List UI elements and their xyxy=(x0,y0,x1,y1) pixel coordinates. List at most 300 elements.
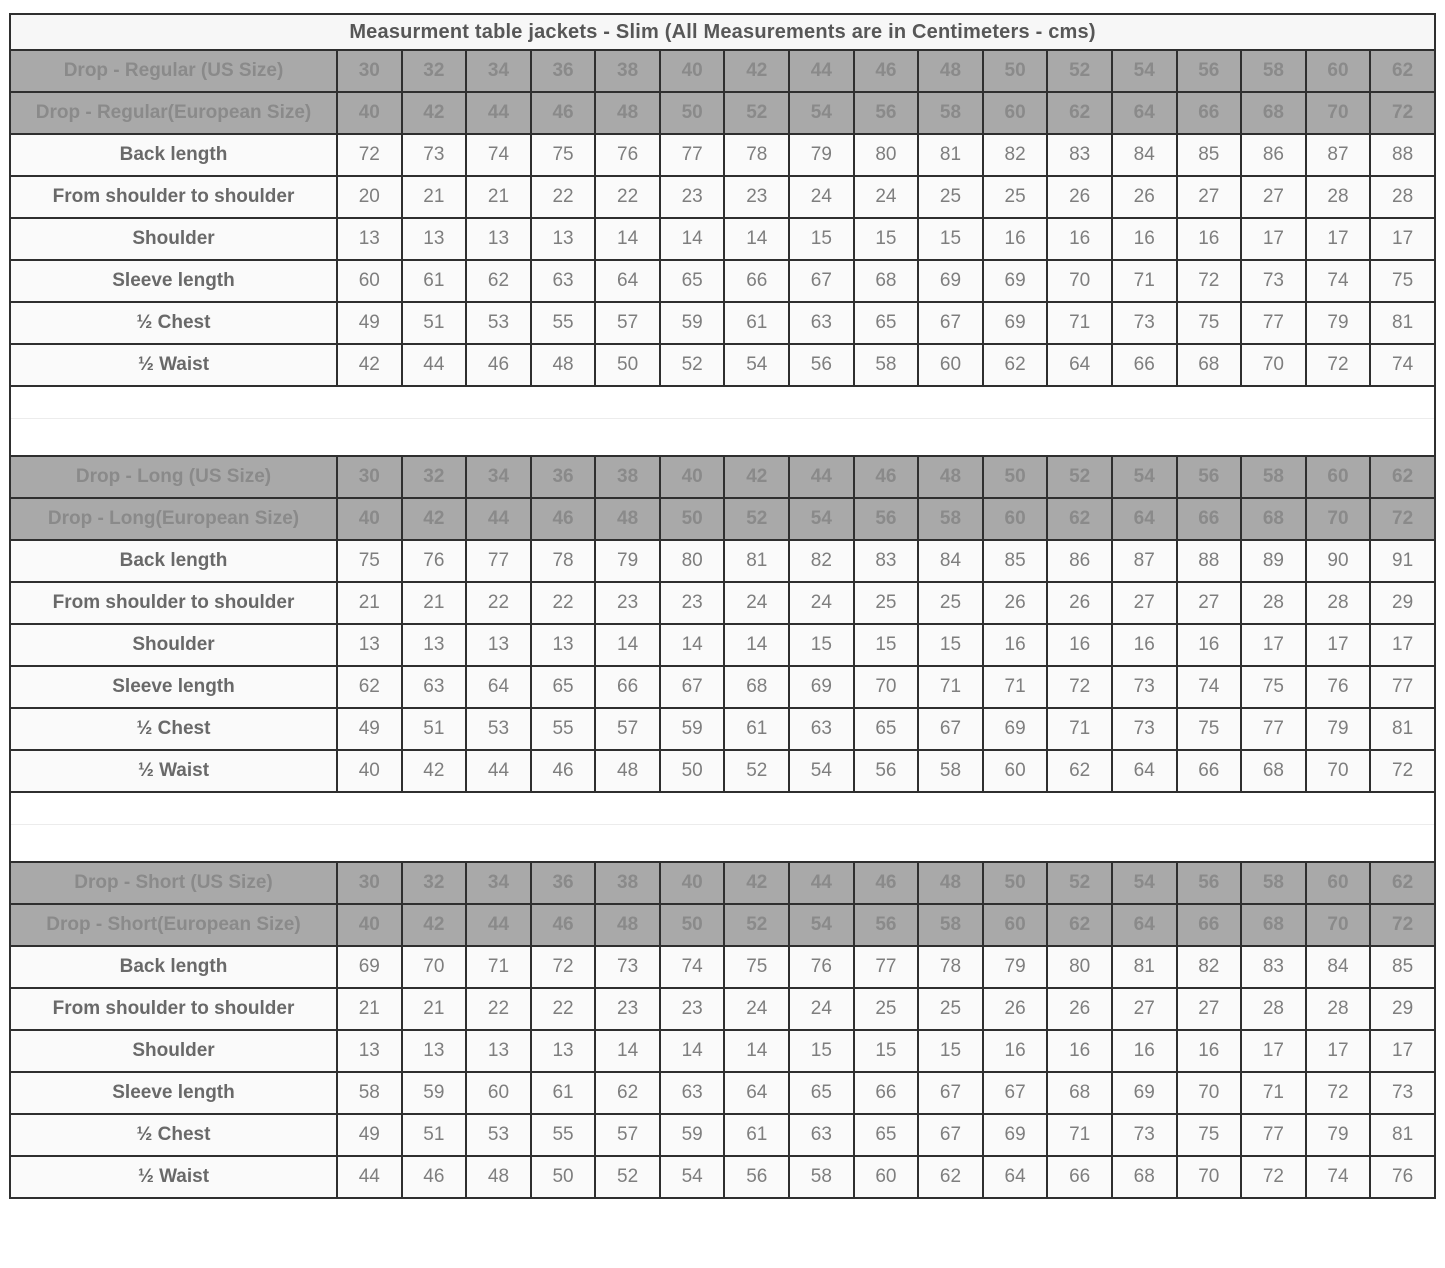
measurement-cell: 75 xyxy=(1370,260,1435,302)
measurement-cell: 85 xyxy=(1177,134,1242,176)
size-header-cell: 56 xyxy=(854,498,919,540)
measurement-cell: 16 xyxy=(1177,624,1242,666)
measurement-cell: 78 xyxy=(724,134,789,176)
size-header-cell: 36 xyxy=(531,456,596,498)
measurement-cell: 73 xyxy=(595,946,660,988)
measurement-cell: 79 xyxy=(789,134,854,176)
measurement-cell: 89 xyxy=(1241,540,1306,582)
size-header-cell: 46 xyxy=(854,456,919,498)
measurement-cell: 68 xyxy=(1241,750,1306,792)
measurement-cell: 84 xyxy=(918,540,983,582)
size-header-cell: 40 xyxy=(337,904,402,946)
measurement-cell: 23 xyxy=(595,582,660,624)
size-header-cell: 52 xyxy=(1047,456,1112,498)
measurement-cell: 73 xyxy=(1112,666,1177,708)
size-header-row xyxy=(10,456,1435,498)
measurement-cell: 72 xyxy=(1047,666,1112,708)
size-header-cell: 46 xyxy=(854,50,919,92)
measurement-row xyxy=(10,176,1435,218)
measurement-cell: 76 xyxy=(595,134,660,176)
measurement-cell: 72 xyxy=(1306,344,1371,386)
size-header-cell: 46 xyxy=(531,498,596,540)
measurement-cell: 28 xyxy=(1306,582,1371,624)
measurement-cell: 69 xyxy=(983,260,1048,302)
measurement-cell: 69 xyxy=(983,302,1048,344)
measurement-cell: 77 xyxy=(854,946,919,988)
size-header-row xyxy=(10,862,1435,904)
measurement-cell: 52 xyxy=(595,1156,660,1198)
size-header-cell: 30 xyxy=(337,862,402,904)
measurement-row xyxy=(10,218,1435,260)
measurement-cell: 64 xyxy=(724,1072,789,1114)
measurement-cell: 82 xyxy=(983,134,1048,176)
measurement-cell: 76 xyxy=(789,946,854,988)
measurement-cell: 26 xyxy=(983,582,1048,624)
measurement-row xyxy=(10,988,1435,1030)
measurement-cell: 71 xyxy=(983,666,1048,708)
measurement-label: From shoulder to shoulder xyxy=(10,582,337,624)
size-header-cell: 56 xyxy=(1177,456,1242,498)
measurement-cell: 26 xyxy=(983,988,1048,1030)
measurement-cell: 15 xyxy=(854,1030,919,1072)
measurement-cell: 81 xyxy=(1370,302,1435,344)
size-header-cell: 44 xyxy=(789,50,854,92)
measurement-cell: 15 xyxy=(789,1030,854,1072)
measurement-label: ½ Waist xyxy=(10,344,337,386)
measurement-cell: 79 xyxy=(1306,302,1371,344)
measurement-cell: 77 xyxy=(1370,666,1435,708)
size-header-cell: 60 xyxy=(1306,862,1371,904)
measurement-cell: 79 xyxy=(1306,1114,1371,1156)
measurement-cell: 70 xyxy=(1306,750,1371,792)
measurement-cell: 27 xyxy=(1177,176,1242,218)
measurement-cell: 67 xyxy=(918,1072,983,1114)
measurement-cell: 25 xyxy=(854,988,919,1030)
size-header-cell: 42 xyxy=(402,904,467,946)
measurement-cell: 24 xyxy=(789,176,854,218)
measurement-cell: 46 xyxy=(466,344,531,386)
measurement-cell: 82 xyxy=(789,540,854,582)
measurement-cell: 68 xyxy=(1112,1156,1177,1198)
measurement-cell: 65 xyxy=(660,260,725,302)
measurement-cell: 17 xyxy=(1306,624,1371,666)
measurement-row xyxy=(10,624,1435,666)
measurement-cell: 14 xyxy=(660,1030,725,1072)
measurement-cell: 62 xyxy=(595,1072,660,1114)
table-title: Measurment table jackets - Slim (All Measurements are in Centimeters - cms) xyxy=(10,14,1435,50)
measurement-cell: 16 xyxy=(1047,1030,1112,1072)
size-header-cell: 32 xyxy=(402,456,467,498)
measurement-row xyxy=(10,666,1435,708)
measurement-cell: 69 xyxy=(1112,1072,1177,1114)
size-header-cell: 52 xyxy=(1047,50,1112,92)
measurement-cell: 23 xyxy=(595,988,660,1030)
size-header-cell: 68 xyxy=(1241,904,1306,946)
measurement-cell: 40 xyxy=(337,750,402,792)
measurement-cell: 73 xyxy=(402,134,467,176)
measurement-label: Sleeve length xyxy=(10,666,337,708)
measurement-cell: 13 xyxy=(466,218,531,260)
measurement-cell: 61 xyxy=(724,1114,789,1156)
measurement-cell: 58 xyxy=(337,1072,402,1114)
measurement-cell: 53 xyxy=(466,708,531,750)
measurement-cell: 56 xyxy=(724,1156,789,1198)
measurement-cell: 68 xyxy=(1177,344,1242,386)
measurement-cell: 75 xyxy=(1177,1114,1242,1156)
measurement-cell: 21 xyxy=(337,988,402,1030)
measurement-cell: 51 xyxy=(402,708,467,750)
measurement-cell: 49 xyxy=(337,1114,402,1156)
measurement-cell: 60 xyxy=(983,750,1048,792)
measurement-cell: 62 xyxy=(983,344,1048,386)
size-header-cell: 48 xyxy=(918,456,983,498)
measurement-cell: 59 xyxy=(660,708,725,750)
measurement-cell: 83 xyxy=(1241,946,1306,988)
measurement-row xyxy=(10,540,1435,582)
size-header-cell: 42 xyxy=(724,862,789,904)
measurement-label: ½ Chest xyxy=(10,1114,337,1156)
measurement-cell: 50 xyxy=(595,344,660,386)
measurement-cell: 16 xyxy=(1112,624,1177,666)
measurement-cell: 78 xyxy=(918,946,983,988)
measurement-cell: 24 xyxy=(789,988,854,1030)
measurement-cell: 63 xyxy=(789,1114,854,1156)
size-header-label: Drop - Regular (US Size) xyxy=(10,50,337,92)
section-spacer-row xyxy=(10,418,1435,456)
measurement-cell: 71 xyxy=(918,666,983,708)
measurement-cell: 25 xyxy=(918,988,983,1030)
size-header-cell: 34 xyxy=(466,456,531,498)
measurement-cell: 74 xyxy=(466,134,531,176)
measurement-row xyxy=(10,582,1435,624)
measurement-cell: 85 xyxy=(983,540,1048,582)
measurement-cell: 81 xyxy=(1370,1114,1435,1156)
measurement-cell: 71 xyxy=(1241,1072,1306,1114)
measurement-cell: 72 xyxy=(1241,1156,1306,1198)
measurement-row xyxy=(10,708,1435,750)
measurement-label: Sleeve length xyxy=(10,260,337,302)
size-header-cell: 54 xyxy=(1112,456,1177,498)
measurement-cell: 64 xyxy=(595,260,660,302)
measurement-cell: 27 xyxy=(1177,988,1242,1030)
size-header-cell: 64 xyxy=(1112,92,1177,134)
measurement-cell: 16 xyxy=(1177,1030,1242,1072)
measurement-cell: 48 xyxy=(595,750,660,792)
size-header-cell: 66 xyxy=(1177,92,1242,134)
measurement-cell: 74 xyxy=(1306,1156,1371,1198)
size-header-cell: 68 xyxy=(1241,498,1306,540)
measurement-cell: 25 xyxy=(983,176,1048,218)
measurement-cell: 61 xyxy=(724,708,789,750)
size-header-cell: 48 xyxy=(595,92,660,134)
measurement-cell: 26 xyxy=(1112,176,1177,218)
measurement-cell: 75 xyxy=(337,540,402,582)
size-header-cell: 72 xyxy=(1370,92,1435,134)
measurement-cell: 90 xyxy=(1306,540,1371,582)
measurement-cell: 66 xyxy=(854,1072,919,1114)
measurement-cell: 73 xyxy=(1112,708,1177,750)
measurement-cell: 14 xyxy=(724,624,789,666)
measurement-cell: 63 xyxy=(660,1072,725,1114)
size-header-cell: 34 xyxy=(466,50,531,92)
measurement-cell: 21 xyxy=(337,582,402,624)
measurement-cell: 14 xyxy=(595,624,660,666)
measurement-cell: 66 xyxy=(1177,750,1242,792)
measurement-cell: 14 xyxy=(595,1030,660,1072)
measurement-cell: 58 xyxy=(789,1156,854,1198)
measurement-cell: 60 xyxy=(918,344,983,386)
spacer-cell xyxy=(10,418,1435,456)
measurement-cell: 77 xyxy=(1241,302,1306,344)
size-header-cell: 44 xyxy=(466,498,531,540)
measurement-label: Shoulder xyxy=(10,624,337,666)
measurement-cell: 64 xyxy=(1047,344,1112,386)
measurement-cell: 74 xyxy=(1306,260,1371,302)
measurement-cell: 62 xyxy=(466,260,531,302)
section-spacer-row xyxy=(10,792,1435,824)
measurement-cell: 75 xyxy=(724,946,789,988)
measurement-cell: 75 xyxy=(531,134,596,176)
size-header-cell: 38 xyxy=(595,50,660,92)
measurement-cell: 13 xyxy=(337,218,402,260)
measurement-cell: 79 xyxy=(1306,708,1371,750)
size-header-cell: 42 xyxy=(402,498,467,540)
size-header-cell: 56 xyxy=(1177,862,1242,904)
measurement-cell: 75 xyxy=(1177,708,1242,750)
measurement-cell: 49 xyxy=(337,302,402,344)
size-header-cell: 60 xyxy=(983,904,1048,946)
measurement-cell: 17 xyxy=(1306,1030,1371,1072)
measurement-cell: 23 xyxy=(660,582,725,624)
measurement-cell: 42 xyxy=(402,750,467,792)
measurement-table xyxy=(9,13,1436,1199)
size-header-cell: 56 xyxy=(1177,50,1242,92)
measurement-row xyxy=(10,1156,1435,1198)
measurement-cell: 84 xyxy=(1306,946,1371,988)
measurement-cell: 13 xyxy=(531,218,596,260)
measurement-cell: 23 xyxy=(724,176,789,218)
spacer-cell xyxy=(10,792,1435,824)
size-header-cell: 50 xyxy=(983,50,1048,92)
measurement-cell: 58 xyxy=(854,344,919,386)
measurement-cell: 73 xyxy=(1370,1072,1435,1114)
measurement-cell: 75 xyxy=(1177,302,1242,344)
measurement-cell: 54 xyxy=(724,344,789,386)
measurement-cell: 65 xyxy=(854,302,919,344)
measurement-cell: 28 xyxy=(1241,988,1306,1030)
measurement-cell: 29 xyxy=(1370,582,1435,624)
measurement-cell: 69 xyxy=(337,946,402,988)
measurement-label: ½ Chest xyxy=(10,708,337,750)
measurement-cell: 59 xyxy=(660,1114,725,1156)
measurement-cell: 27 xyxy=(1112,582,1177,624)
measurement-cell: 15 xyxy=(789,624,854,666)
measurement-cell: 27 xyxy=(1241,176,1306,218)
measurement-cell: 48 xyxy=(466,1156,531,1198)
measurement-cell: 16 xyxy=(1047,218,1112,260)
measurement-cell: 87 xyxy=(1112,540,1177,582)
measurement-cell: 13 xyxy=(337,1030,402,1072)
measurement-cell: 63 xyxy=(531,260,596,302)
size-header-cell: 54 xyxy=(789,904,854,946)
measurement-cell: 14 xyxy=(724,1030,789,1072)
measurement-cell: 14 xyxy=(660,218,725,260)
size-header-cell: 50 xyxy=(660,904,725,946)
measurement-cell: 63 xyxy=(789,302,854,344)
size-header-cell: 60 xyxy=(1306,50,1371,92)
measurement-cell: 72 xyxy=(1177,260,1242,302)
measurement-cell: 22 xyxy=(531,582,596,624)
measurement-cell: 67 xyxy=(789,260,854,302)
measurement-cell: 21 xyxy=(402,582,467,624)
measurement-cell: 79 xyxy=(595,540,660,582)
measurement-cell: 86 xyxy=(1047,540,1112,582)
size-header-cell: 50 xyxy=(660,498,725,540)
measurement-cell: 81 xyxy=(724,540,789,582)
size-header-cell: 48 xyxy=(595,498,660,540)
measurement-cell: 13 xyxy=(531,1030,596,1072)
measurement-cell: 16 xyxy=(983,624,1048,666)
measurement-cell: 62 xyxy=(1047,750,1112,792)
measurement-cell: 73 xyxy=(1112,302,1177,344)
size-header-label: Drop - Regular(European Size) xyxy=(10,92,337,134)
size-header-cell: 64 xyxy=(1112,498,1177,540)
measurement-cell: 66 xyxy=(1047,1156,1112,1198)
measurement-cell: 16 xyxy=(1112,218,1177,260)
size-header-cell: 60 xyxy=(1306,456,1371,498)
size-header-cell: 56 xyxy=(854,92,919,134)
measurement-cell: 28 xyxy=(1306,988,1371,1030)
size-header-cell: 66 xyxy=(1177,904,1242,946)
size-header-cell: 40 xyxy=(337,92,402,134)
size-header-cell: 46 xyxy=(531,904,596,946)
measurement-cell: 69 xyxy=(918,260,983,302)
size-header-cell: 44 xyxy=(789,456,854,498)
measurement-cell: 77 xyxy=(1241,708,1306,750)
measurement-cell: 24 xyxy=(789,582,854,624)
size-header-cell: 32 xyxy=(402,862,467,904)
table-title-row xyxy=(10,14,1435,50)
size-header-cell: 40 xyxy=(660,862,725,904)
measurement-cell: 76 xyxy=(1370,1156,1435,1198)
measurement-cell: 24 xyxy=(854,176,919,218)
measurement-cell: 54 xyxy=(660,1156,725,1198)
measurement-cell: 70 xyxy=(402,946,467,988)
measurement-cell: 50 xyxy=(531,1156,596,1198)
measurement-cell: 50 xyxy=(660,750,725,792)
size-header-cell: 52 xyxy=(1047,862,1112,904)
measurement-row xyxy=(10,260,1435,302)
measurement-cell: 13 xyxy=(402,218,467,260)
size-header-cell: 54 xyxy=(789,498,854,540)
measurement-cell: 65 xyxy=(854,1114,919,1156)
measurement-label: Sleeve length xyxy=(10,1072,337,1114)
measurement-cell: 91 xyxy=(1370,540,1435,582)
measurement-cell: 44 xyxy=(466,750,531,792)
measurement-cell: 55 xyxy=(531,1114,596,1156)
measurement-cell: 60 xyxy=(854,1156,919,1198)
size-header-cell: 52 xyxy=(724,904,789,946)
measurement-cell: 56 xyxy=(789,344,854,386)
measurement-cell: 16 xyxy=(1047,624,1112,666)
measurement-cell: 80 xyxy=(1047,946,1112,988)
section-spacer-row xyxy=(10,386,1435,418)
measurement-cell: 14 xyxy=(660,624,725,666)
measurement-cell: 13 xyxy=(466,624,531,666)
size-header-cell: 34 xyxy=(466,862,531,904)
size-header-cell: 58 xyxy=(1241,456,1306,498)
size-header-label: Drop - Short(European Size) xyxy=(10,904,337,946)
size-header-cell: 42 xyxy=(724,50,789,92)
measurement-cell: 63 xyxy=(789,708,854,750)
measurement-cell: 22 xyxy=(466,988,531,1030)
measurement-cell: 57 xyxy=(595,1114,660,1156)
measurement-cell: 25 xyxy=(918,582,983,624)
measurement-cell: 72 xyxy=(1306,1072,1371,1114)
measurement-cell: 79 xyxy=(983,946,1048,988)
size-header-cell: 40 xyxy=(660,50,725,92)
measurement-cell: 70 xyxy=(854,666,919,708)
measurement-cell: 65 xyxy=(854,708,919,750)
measurement-cell: 24 xyxy=(724,582,789,624)
measurement-row xyxy=(10,946,1435,988)
measurement-cell: 62 xyxy=(918,1156,983,1198)
measurement-cell: 42 xyxy=(337,344,402,386)
measurement-row xyxy=(10,134,1435,176)
measurement-cell: 81 xyxy=(1112,946,1177,988)
size-header-cell: 72 xyxy=(1370,904,1435,946)
measurement-cell: 75 xyxy=(1241,666,1306,708)
size-header-cell: 56 xyxy=(854,904,919,946)
size-header-label: Drop - Long (US Size) xyxy=(10,456,337,498)
measurement-cell: 46 xyxy=(531,750,596,792)
measurement-cell: 77 xyxy=(1241,1114,1306,1156)
measurement-cell: 65 xyxy=(531,666,596,708)
size-header-cell: 46 xyxy=(531,92,596,134)
size-header-cell: 40 xyxy=(660,456,725,498)
measurement-cell: 16 xyxy=(983,218,1048,260)
measurement-cell: 13 xyxy=(402,624,467,666)
measurement-cell: 28 xyxy=(1370,176,1435,218)
measurement-label: From shoulder to shoulder xyxy=(10,176,337,218)
measurement-cell: 71 xyxy=(466,946,531,988)
measurement-row xyxy=(10,302,1435,344)
measurement-cell: 13 xyxy=(337,624,402,666)
size-header-cell: 48 xyxy=(595,904,660,946)
measurement-label: Shoulder xyxy=(10,218,337,260)
measurement-cell: 66 xyxy=(1112,344,1177,386)
size-header-cell: 58 xyxy=(1241,862,1306,904)
measurement-cell: 15 xyxy=(918,624,983,666)
measurement-cell: 67 xyxy=(660,666,725,708)
size-header-cell: 36 xyxy=(531,862,596,904)
measurement-cell: 16 xyxy=(1177,218,1242,260)
size-header-cell: 30 xyxy=(337,50,402,92)
measurement-cell: 13 xyxy=(402,1030,467,1072)
measurement-cell: 72 xyxy=(1370,750,1435,792)
measurement-cell: 55 xyxy=(531,708,596,750)
measurement-cell: 17 xyxy=(1370,624,1435,666)
measurement-cell: 57 xyxy=(595,708,660,750)
measurement-cell: 22 xyxy=(531,988,596,1030)
size-header-cell: 42 xyxy=(402,92,467,134)
size-header-cell: 62 xyxy=(1370,456,1435,498)
size-header-cell: 38 xyxy=(595,862,660,904)
measurement-cell: 17 xyxy=(1241,624,1306,666)
size-header-cell: 44 xyxy=(466,904,531,946)
size-header-cell: 66 xyxy=(1177,498,1242,540)
size-header-cell: 44 xyxy=(466,92,531,134)
